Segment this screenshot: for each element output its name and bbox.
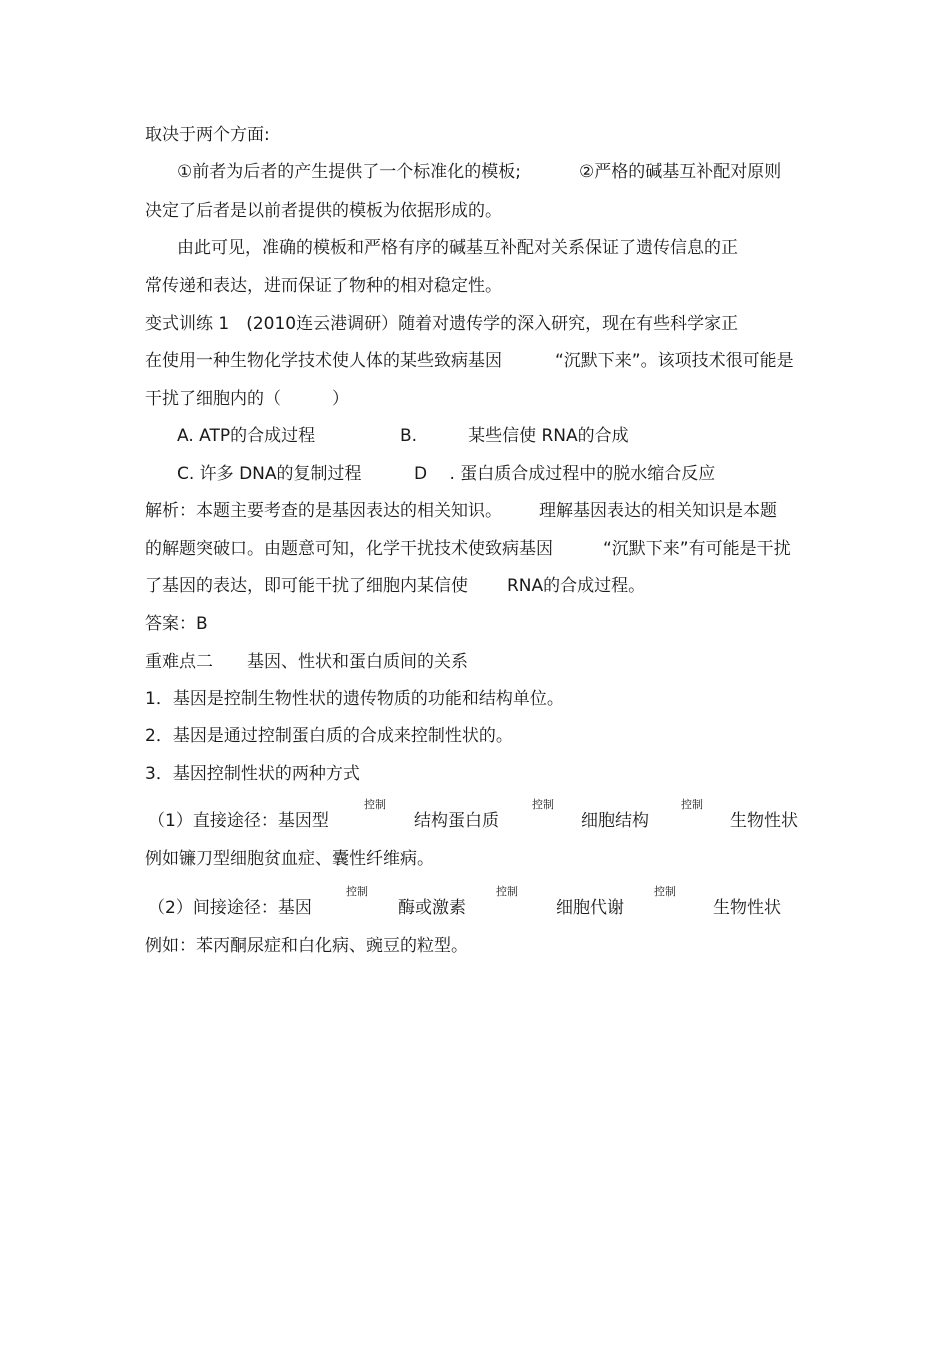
text-segment: 解析：本题主要考查的是基因表达的相关知识。 [145,501,502,521]
text-segment: RNA的合成过程。 [507,576,646,596]
exercise-title: 变式训练 1 (2010连云港调研）随着对遗传学的深入研究，现在有些科学家正 [145,314,739,334]
direct-example: 例如镰刀型细胞贫血症、囊性纤维病。 [145,849,434,869]
arrow-label: 控制 [654,885,676,898]
option-d: D . 蛋白质合成过程中的脱水缩合反应 [414,464,716,484]
section-title: 重难点二 基因、性状和蛋白质间的关系 [145,652,468,672]
pathway-step: 酶或激素 [398,898,466,918]
point-1: 1．基因是控制生物性状的遗传物质的功能和结构单位。 [145,689,564,709]
text-segment: 的解题突破口。由题意可知，化学干扰技术使致病基因 [145,539,553,559]
answer: 答案：B [145,614,208,634]
text-segment: ②严格的碱基互补配对原则 [579,162,782,182]
text-line: 取决于两个方面: [145,125,270,145]
text-segment: 在使用一种生物化学技术使人体的某些致病基因 [145,351,502,371]
pathway-step: 结构蛋白质 [414,811,499,831]
point-3: 3．基因控制性状的两种方式 [145,764,360,784]
text-segment: “沉默下来”。该项技术很可能是 [555,351,794,371]
text-segment: 理解基因表达的相关知识是本题 [539,501,777,521]
arrow-label: 控制 [496,885,518,898]
text-segment: “沉默下来”有可能是干扰 [603,539,791,559]
arrow-label: 控制 [346,885,368,898]
option-a: A. ATP的合成过程 [177,426,316,446]
pathway-step: 生物性状 [713,898,781,918]
indirect-pathway-label: （2）间接途径：基因 [148,898,312,918]
arrow-label: 控制 [532,798,554,811]
indirect-example: 例如：苯丙酮尿症和白化病、豌豆的粒型。 [145,936,468,956]
arrow-label: 控制 [364,798,386,811]
text-line: 由此可见，准确的模板和严格有序的碱基互补配对关系保证了遗传信息的正 [177,238,738,258]
point-2: 2．基因是通过控制蛋白质的合成来控制性状的。 [145,726,513,746]
direct-pathway-label: （1）直接途径：基因型 [148,811,329,831]
text-line: 常传递和表达，进而保证了物种的相对稳定性。 [145,276,502,296]
pathway-step: 生物性状 [730,811,798,831]
pathway-step: 细胞结构 [581,811,649,831]
option-c: C. 许多 DNA的复制过程 [177,464,362,484]
text-line: 决定了后者是以前者提供的模板为依据形成的。 [145,201,502,221]
text-segment: 了基因的表达，即可能干扰了细胞内某信使 [145,576,468,596]
option-b: B. 某些信使 RNA的合成 [400,426,629,446]
text-segment: ①前者为后者的产生提供了一个标准化的模板; [177,162,521,182]
text-line: 干扰了细胞内的（ ） [145,389,349,409]
arrow-label: 控制 [681,798,703,811]
pathway-step: 细胞代谢 [556,898,624,918]
